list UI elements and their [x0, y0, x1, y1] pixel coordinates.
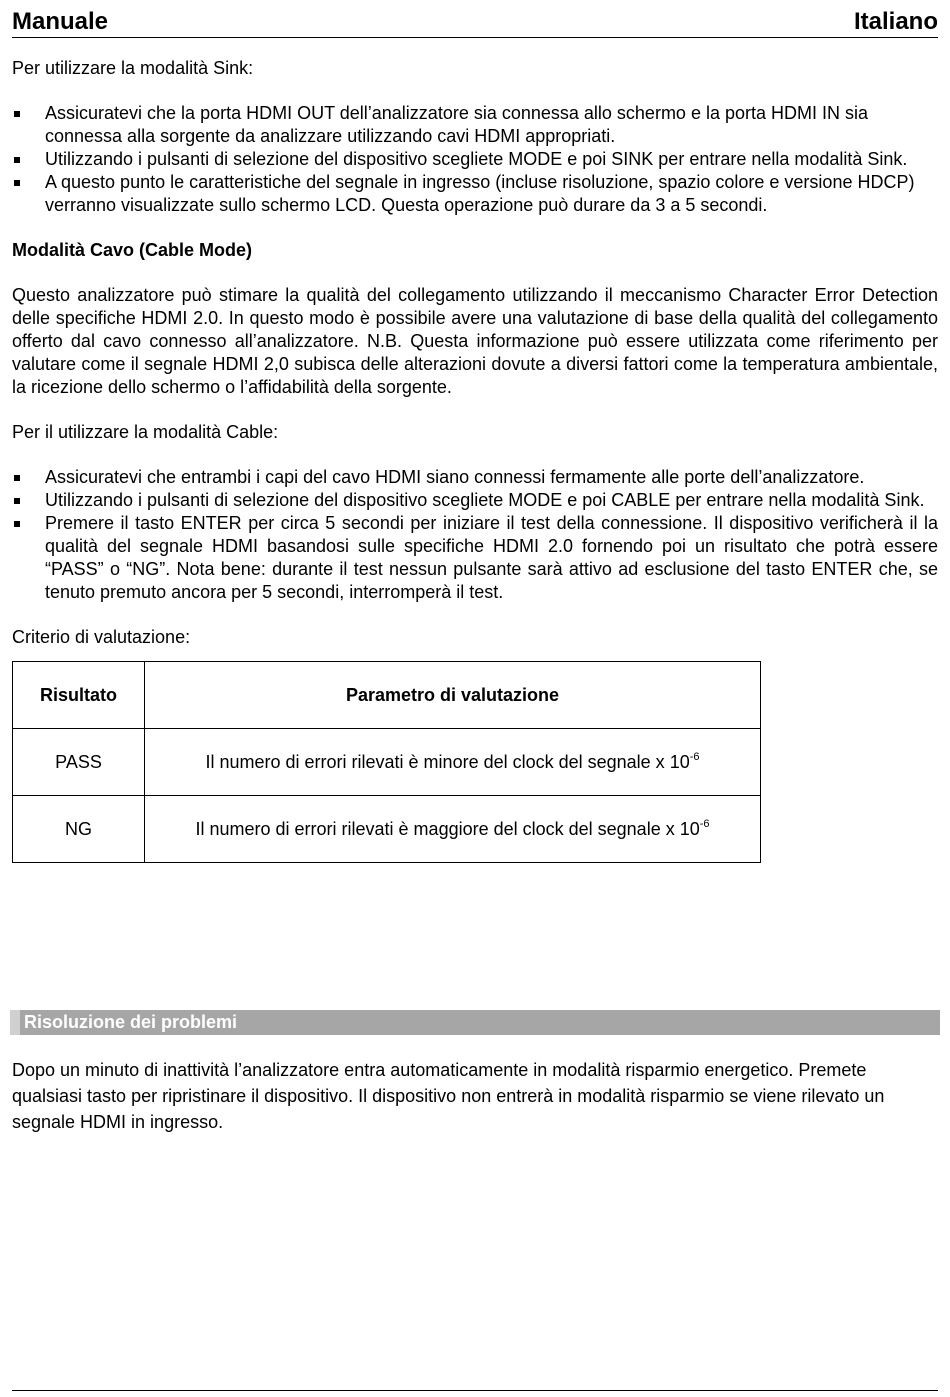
- column-header-result: Risultato: [13, 662, 145, 729]
- section-heading-cable-mode: Modalità Cavo (Cable Mode): [12, 240, 253, 260]
- list-item: [12, 489, 938, 512]
- exponent: -6: [689, 750, 700, 763]
- table-row: [13, 729, 761, 796]
- cable-description: Questo analizzatore può stimare la qualità del collegamento utilizzando il meccanismo Character Error Detection delle specifiche HDMI 2.0. In questo modo è possibile avere una valutazione di base della qualità del collegamento offerto dal cavo connesso all’analizzatore. N.B. Questa informazione può essere utilizzata come riferimento per valutare come il segnale HDMI 2,0 subisca delle alterazioni dovute a diversi fattori come la temperatura ambientale, la ricezione dello schermo o l’affidabilità della sorgente.: [12, 285, 938, 397]
- column-header-parameter: Parametro di valutazione: [145, 662, 761, 729]
- cable-step-text: Assicuratevi che entrambi i capi del cavo HDMI siano connessi fermamente alle porte dell’analizzatore.: [45, 467, 865, 487]
- parameter-text: Il numero di errori rilevati è maggiore del clock del segnale x 10: [195, 818, 700, 839]
- bullet-square-icon: [14, 157, 20, 163]
- sink-step-text: Assicuratevi che la porta HDMI OUT dell’analizzatore sia connessa allo schermo e la porta HDMI IN sia connessa alla sorgente da analizzare utilizzando cavi HDMI appropriati.: [45, 103, 868, 146]
- bullet-square-icon: [14, 111, 20, 117]
- bullet-square-icon: [14, 180, 20, 186]
- exponent: -6: [699, 817, 710, 830]
- cable-intro: Per il utilizzare la modalità Cable:: [12, 422, 279, 442]
- result-cell: NG: [13, 796, 145, 863]
- bullet-square-icon: [14, 521, 20, 527]
- sink-steps-list: [12, 102, 938, 217]
- result-cell: PASS: [13, 729, 145, 796]
- parameter-cell: [145, 796, 761, 863]
- cable-step-text: Utilizzando i pulsanti di selezione del dispositivo scegliete MODE e poi CABLE per entrare nella modalità Sink.: [45, 490, 925, 510]
- page-header: [12, 5, 938, 38]
- cable-steps-list: [12, 466, 938, 604]
- table-row: [13, 796, 761, 863]
- bullet-square-icon: [14, 498, 20, 504]
- sink-intro: Per utilizzare la modalità Sink:: [12, 58, 254, 78]
- list-item: [12, 171, 938, 217]
- document-title: Manuale: [12, 8, 109, 35]
- criteria-table: [12, 661, 761, 863]
- cable-step-text: Premere il tasto ENTER per circa 5 secondi per iniziare il test della connessione. Il dispositivo verificherà il la qualità del segnale HDMI basandosi sulle specifiche HDMI 2.0 fornendo poi un risultato che potrà essere “PASS” o “NG”. Nota bene: durante il test nessun pulsante sarà attivo ad esclusione del tasto ENTER che, se tenuto premuto ancora per 5 secondi, interromperà il test.: [45, 513, 938, 602]
- section-bar-troubleshooting: [10, 1010, 940, 1035]
- criteria-label: Criterio di valutazione:: [12, 627, 191, 647]
- section-bar-accent: [10, 1010, 20, 1035]
- list-item: [12, 102, 938, 148]
- list-item: [12, 512, 938, 604]
- section-title-troubleshooting: Risoluzione dei problemi: [24, 1012, 238, 1032]
- troubleshooting-text: Dopo un minuto di inattività l’analizzatore entra automaticamente in modalità risparmio energetico. Premete qualsiasi tasto per ripristinare il dispositivo. Il dispositivo non entrerà in modalità risparmio se viene rilevato un segnale HDMI in ingresso.: [12, 1060, 885, 1132]
- language-label: Italiano: [853, 8, 938, 35]
- list-item: [12, 148, 938, 171]
- list-item: [12, 466, 938, 489]
- footer-divider: [12, 1390, 938, 1391]
- main-content: [12, 57, 938, 863]
- table-header-row: [13, 662, 761, 729]
- bullet-square-icon: [14, 475, 20, 481]
- sink-step-text: Utilizzando i pulsanti di selezione del dispositivo scegliete MODE e poi SINK per entrare nella modalità Sink.: [45, 149, 908, 169]
- parameter-cell: [145, 729, 761, 796]
- sink-step-text: A questo punto le caratteristiche del segnale in ingresso (incluse risoluzione, spazio colore e versione HDCP) verranno visualizzate sullo schermo LCD. Questa operazione può durare da 3 a 5 secondi.: [45, 172, 915, 215]
- parameter-text: Il numero di errori rilevati è minore del clock del segnale x 10: [205, 751, 690, 772]
